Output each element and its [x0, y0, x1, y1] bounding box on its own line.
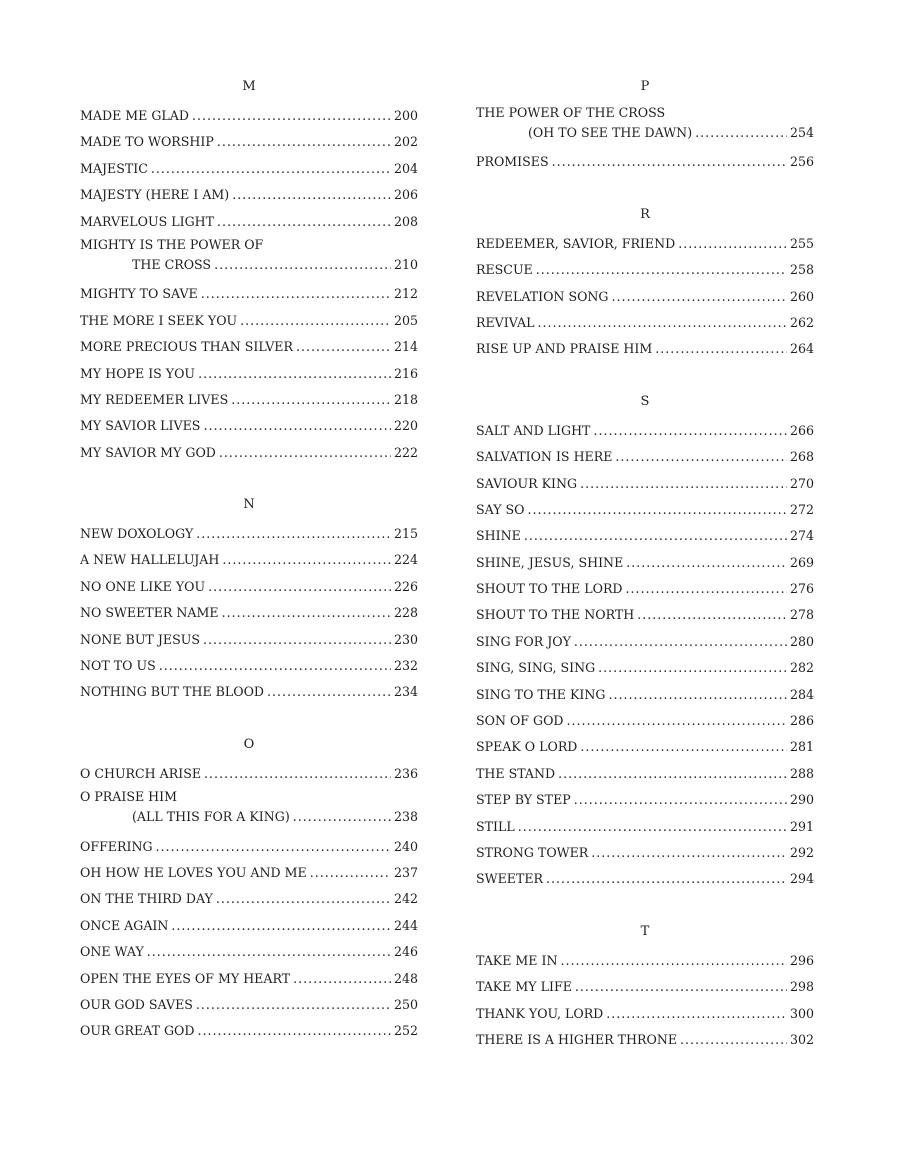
page-number: 205	[393, 312, 418, 328]
dot-leader	[558, 761, 787, 787]
page-number: 254	[789, 125, 814, 140]
index-entry	[476, 576, 814, 602]
song-title: SING FOR JOY	[476, 633, 571, 649]
page-number: 269	[789, 554, 814, 570]
song-title: MIGHTY IS THE POWER OF	[80, 236, 264, 252]
song-title: OH HOW HE LOVES YOU AND ME	[80, 864, 307, 880]
page-number: 204	[393, 160, 418, 176]
page-number: 270	[789, 475, 814, 491]
page-number: 268	[789, 449, 814, 465]
song-title: ON THE THIRD DAY	[80, 891, 213, 907]
song-title: OFFERING	[80, 838, 153, 854]
section-letter-heading: O	[243, 736, 255, 752]
song-title-continuation: (ALL THIS FOR A KING)	[132, 809, 290, 825]
index-column-left	[80, 78, 418, 1075]
index-entry	[80, 413, 418, 439]
song-title: RISE UP AND PRAISE HIM	[476, 341, 653, 357]
index-entry	[80, 992, 418, 1018]
dot-leader	[203, 627, 391, 653]
dot-leader	[608, 682, 786, 708]
page-number: 290	[789, 792, 814, 808]
page-number: 280	[789, 633, 814, 649]
song-title: TAKE ME IN	[476, 952, 558, 968]
dot-leader	[203, 413, 391, 439]
dot-leader	[293, 966, 391, 992]
page-number: 260	[789, 288, 814, 304]
index-entry	[476, 149, 814, 175]
dot-leader	[580, 471, 787, 497]
dot-leader	[655, 336, 787, 362]
index-entry	[476, 103, 814, 149]
index-entry	[476, 523, 814, 549]
song-title: NONE BUT JESUS	[80, 631, 200, 647]
index-section	[476, 393, 814, 893]
dot-leader	[591, 840, 787, 866]
song-title: SHINE, JESUS, SHINE	[476, 554, 624, 570]
dot-leader	[151, 156, 391, 182]
page-number: 276	[789, 581, 814, 597]
song-title: NOTHING BUT THE BLOOD	[80, 684, 264, 700]
song-title-continuation: (OH TO SEE THE DAWN)	[528, 125, 693, 140]
dot-leader	[574, 629, 787, 655]
dot-leader	[593, 418, 786, 444]
index-entry	[476, 682, 814, 708]
page-number: 250	[393, 996, 418, 1012]
dot-leader	[231, 387, 391, 413]
dot-leader	[310, 860, 391, 886]
page-number: 266	[789, 422, 814, 438]
page-number: 246	[393, 944, 418, 960]
song-title: OUR GOD SAVES	[80, 996, 193, 1012]
song-title: NO ONE LIKE YOU	[80, 578, 206, 594]
page-number: 242	[393, 891, 418, 907]
index-entry	[80, 129, 418, 155]
song-title: SON OF GOD	[476, 713, 564, 729]
index-entry	[476, 257, 814, 283]
page-number: 208	[393, 213, 418, 229]
song-title: SPEAK O LORD	[476, 739, 578, 755]
dot-leader	[192, 103, 391, 129]
page-number: 236	[393, 765, 418, 781]
page-number: 300	[789, 1005, 814, 1021]
song-title: O PRAISE HIM	[80, 789, 178, 805]
song-title: SWEETER	[476, 871, 544, 887]
dot-leader	[196, 992, 391, 1018]
index-entry	[80, 1018, 418, 1044]
index-entry	[80, 627, 418, 653]
dot-leader	[217, 129, 391, 155]
index-entry	[80, 521, 418, 547]
index-entry	[80, 334, 418, 360]
dot-leader	[204, 761, 391, 787]
section-letter-heading: S	[640, 393, 650, 409]
index-entry	[476, 497, 814, 523]
index-entry	[476, 974, 814, 1000]
dot-leader	[598, 655, 787, 681]
page-number: 255	[789, 235, 814, 251]
dot-leader	[546, 866, 787, 892]
song-title: SHINE	[476, 528, 521, 544]
dot-leader	[293, 807, 391, 827]
song-title: THE MORE I SEEK YOU	[80, 312, 238, 328]
song-title: MAJESTY (HERE I AM)	[80, 187, 230, 203]
page-number: 274	[789, 528, 814, 544]
dot-leader	[156, 834, 391, 860]
dot-leader	[518, 814, 787, 840]
dot-leader	[524, 523, 787, 549]
dot-leader	[171, 913, 391, 939]
dot-leader	[637, 602, 787, 628]
page-number: 222	[393, 444, 418, 460]
song-title: STILL	[476, 818, 515, 834]
index-entry	[80, 653, 418, 679]
index-entry	[80, 939, 418, 965]
index-entry	[80, 787, 418, 833]
index-entry	[80, 761, 418, 787]
page-number: 256	[789, 154, 814, 170]
dot-leader	[147, 939, 391, 965]
index-section	[80, 736, 418, 1045]
song-title: SING, SING, SING	[476, 660, 596, 676]
song-title: ONE WAY	[80, 944, 144, 960]
dot-leader	[612, 284, 787, 310]
dot-leader	[197, 1018, 391, 1044]
index-entry	[476, 418, 814, 444]
page-number: 264	[789, 341, 814, 357]
page-number: 252	[393, 1023, 418, 1039]
index-entry	[80, 886, 418, 912]
dot-leader	[626, 576, 787, 602]
index-section	[476, 78, 814, 176]
song-title: O CHURCH ARISE	[80, 765, 202, 781]
index-entry	[80, 574, 418, 600]
page-number: 286	[789, 713, 814, 729]
song-title: SAY SO	[476, 501, 525, 517]
dot-leader	[214, 255, 391, 275]
index-entry	[80, 308, 418, 334]
song-title: STEP BY STEP	[476, 792, 571, 808]
song-title: MIGHTY TO SAVE	[80, 286, 198, 302]
dot-leader	[201, 281, 391, 307]
index-entry	[476, 866, 814, 892]
song-title: MY SAVIOR MY GOD	[80, 444, 216, 460]
section-letter-heading: R	[640, 206, 650, 222]
song-title: MADE TO WORSHIP	[80, 134, 214, 150]
page-number: 220	[393, 418, 418, 434]
song-title: A NEW HALLELUJAH	[80, 552, 220, 568]
song-title: STRONG TOWER	[476, 844, 589, 860]
page-number: 202	[393, 134, 418, 150]
index-entry	[80, 679, 418, 705]
song-title: REDEEMER, SAVIOR, FRIEND	[476, 235, 676, 251]
song-title: OPEN THE EYES OF MY HEART	[80, 970, 291, 986]
page-number: 234	[393, 684, 418, 700]
dot-leader	[296, 334, 391, 360]
page-number: 228	[393, 605, 418, 621]
song-title: REVELATION SONG	[476, 288, 609, 304]
song-title: MADE ME GLAD	[80, 108, 189, 123]
index-entry	[476, 629, 814, 655]
page-number: 237	[393, 864, 418, 880]
page-number: 281	[789, 739, 814, 755]
page-number: 200	[393, 108, 418, 123]
page-number: 226	[393, 578, 418, 594]
page-number: 302	[789, 1031, 814, 1047]
song-title: MARVELOUS LIGHT	[80, 213, 215, 229]
page-number: 288	[789, 765, 814, 781]
dot-leader	[159, 653, 391, 679]
dot-leader	[208, 574, 391, 600]
index-entry	[476, 444, 814, 470]
song-title: NO SWEETER NAME	[80, 605, 219, 621]
section-letter-heading: N	[243, 497, 255, 513]
song-title: MAJESTIC	[80, 160, 148, 176]
page-number: 218	[393, 391, 418, 407]
song-title: SALT AND LIGHT	[476, 422, 591, 438]
page-number: 284	[789, 686, 814, 702]
index-entry	[80, 235, 418, 281]
page-number: 206	[393, 187, 418, 203]
dot-leader	[561, 948, 787, 974]
song-title: MY SAVIOR LIVES	[80, 418, 201, 434]
index-entry	[476, 1027, 814, 1053]
index-entry	[80, 361, 418, 387]
index-entry	[476, 231, 814, 257]
index-entry	[476, 471, 814, 497]
dot-leader	[678, 231, 787, 257]
page-number: 244	[393, 917, 418, 933]
page-number: 230	[393, 631, 418, 647]
song-title: RESCUE	[476, 262, 533, 278]
page-number: 248	[393, 970, 418, 986]
page-number: 224	[393, 552, 418, 568]
song-title: TAKE MY LIFE	[476, 979, 572, 995]
song-title: MY REDEEMER LIVES	[80, 391, 229, 407]
dot-leader	[219, 440, 391, 466]
page-number: 240	[393, 838, 418, 854]
index-entry	[476, 948, 814, 974]
dot-leader	[527, 497, 786, 523]
index-entry	[476, 787, 814, 813]
dot-leader	[217, 209, 391, 235]
song-title: THANK YOU, LORD	[476, 1005, 604, 1021]
index-entry	[80, 182, 418, 208]
page-number: 282	[789, 660, 814, 676]
song-title: NOT TO US	[80, 658, 156, 674]
song-title: THE POWER OF THE CROSS	[476, 105, 666, 120]
index-entry	[476, 840, 814, 866]
page-number: 212	[393, 286, 418, 302]
page-number: 278	[789, 607, 814, 623]
index-entry	[476, 602, 814, 628]
song-title: SHOUT TO THE NORTH	[476, 607, 635, 623]
page-number: 232	[393, 658, 418, 674]
dot-leader	[567, 708, 787, 734]
index-entry	[476, 284, 814, 310]
index-column-right	[476, 78, 814, 1083]
song-title: PROMISES	[476, 154, 549, 170]
index-entry	[80, 966, 418, 992]
section-letter-heading: P	[640, 79, 650, 94]
song-title-continuation-line	[80, 807, 418, 833]
index-section	[476, 206, 814, 363]
song-title-continuation-line	[80, 255, 418, 281]
index-entry	[476, 336, 814, 362]
page-number: 215	[393, 526, 418, 542]
index-entry	[80, 547, 418, 573]
page-number: 210	[393, 256, 418, 272]
index-section	[80, 496, 418, 706]
page-number: 262	[789, 314, 814, 330]
index-section	[80, 78, 418, 466]
index-entry	[476, 655, 814, 681]
dot-leader	[196, 521, 391, 547]
dot-leader	[267, 679, 391, 705]
dot-leader	[574, 787, 787, 813]
song-title: THE STAND	[476, 765, 556, 781]
index-entry	[80, 103, 418, 129]
song-title: MY HOPE IS YOU	[80, 365, 196, 381]
page-number: 238	[393, 809, 418, 825]
page-number: 291	[789, 818, 814, 834]
index-entry	[80, 387, 418, 413]
page-number: 296	[789, 952, 814, 968]
song-title: THERE IS A HIGHER THRONE	[476, 1031, 678, 1047]
dot-leader	[536, 257, 787, 283]
song-title: SALVATION IS HERE	[476, 449, 613, 465]
song-title: OUR GREAT GOD	[80, 1023, 195, 1039]
index-entry	[80, 440, 418, 466]
section-letter-heading: M	[242, 79, 256, 94]
dot-leader	[222, 600, 391, 626]
song-title: MORE PRECIOUS THAN SILVER	[80, 339, 293, 355]
index-section	[476, 923, 814, 1054]
dot-leader	[222, 547, 391, 573]
dot-leader	[695, 123, 787, 143]
page-number: 216	[393, 365, 418, 381]
dot-leader	[615, 444, 787, 470]
dot-leader	[552, 149, 787, 175]
dot-leader	[680, 1027, 787, 1053]
index-entry	[80, 913, 418, 939]
dot-leader	[198, 361, 391, 387]
song-title: SING TO THE KING	[476, 686, 606, 702]
song-title: SAVIOUR KING	[476, 475, 578, 491]
song-title: ONCE AGAIN	[80, 917, 169, 933]
dot-leader	[575, 974, 787, 1000]
section-letter-heading: T	[640, 923, 650, 939]
song-title: NEW DOXOLOGY	[80, 526, 194, 542]
page-number: 272	[789, 501, 814, 517]
index-entry	[476, 734, 814, 760]
dot-leader	[606, 1001, 787, 1027]
page-number: 294	[789, 871, 814, 887]
index-entry	[80, 834, 418, 860]
index-entry	[80, 600, 418, 626]
page-number: 214	[393, 339, 418, 355]
index-entry	[80, 156, 418, 182]
song-title-continuation: THE CROSS	[132, 256, 212, 272]
index-entry	[476, 761, 814, 787]
song-title-continuation-line	[476, 123, 814, 149]
dot-leader	[232, 182, 391, 208]
dot-leader	[240, 308, 391, 334]
index-entry	[476, 310, 814, 336]
index-entry	[476, 814, 814, 840]
dot-leader	[216, 886, 391, 912]
page-number: 298	[789, 979, 814, 995]
index-entry	[476, 550, 814, 576]
page-number: 258	[789, 262, 814, 278]
page-number: 292	[789, 844, 814, 860]
index-entry	[80, 281, 418, 307]
index-entry	[80, 860, 418, 886]
index-entry	[476, 1001, 814, 1027]
song-title: SHOUT TO THE LORD	[476, 581, 623, 597]
index-entry	[476, 708, 814, 734]
dot-leader	[537, 310, 787, 336]
song-title: REVIVAL	[476, 314, 535, 330]
dot-leader	[580, 734, 787, 760]
dot-leader	[626, 550, 787, 576]
index-entry	[80, 209, 418, 235]
